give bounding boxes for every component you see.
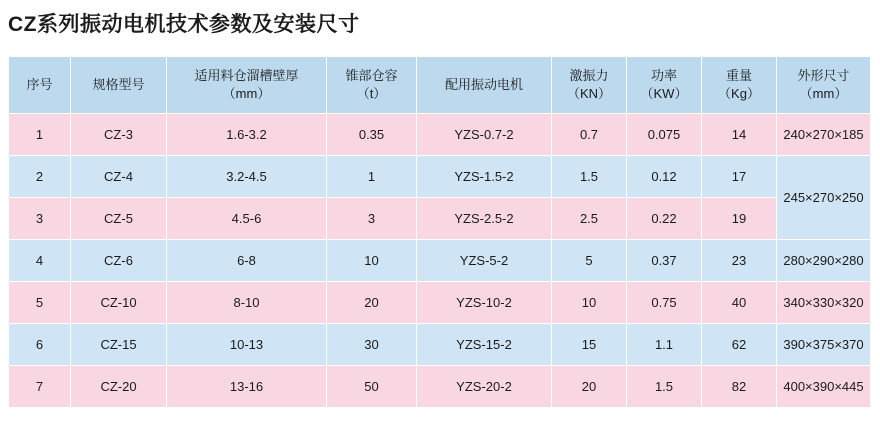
cell-model: CZ-5 (71, 198, 167, 240)
cell-cone-capacity: 20 (327, 282, 417, 324)
cell-model: CZ-4 (71, 156, 167, 198)
cell-power: 0.075 (627, 114, 702, 156)
cell-motor: YZS-20-2 (417, 366, 552, 408)
cell-motor: YZS-5-2 (417, 240, 552, 282)
cell-dimensions-merged: 245×270×250 (777, 156, 871, 240)
table-header (9, 57, 871, 114)
header-line-1: 功率 (650, 68, 677, 84)
cell-model: CZ-15 (71, 324, 167, 366)
header-line-1: 适用料仓溜槽壁厚 (194, 68, 299, 84)
table-row (9, 156, 871, 198)
header-line-1: 规格型号 (92, 77, 145, 93)
column-header-wall-thickness (167, 57, 327, 114)
cell-wall-thickness: 3.2-4.5 (167, 156, 327, 198)
cell-exciting-force: 15 (552, 324, 627, 366)
cell-no: 4 (9, 240, 71, 282)
cell-power: 0.22 (627, 198, 702, 240)
cell-power: 1.1 (627, 324, 702, 366)
cell-wall-thickness: 6-8 (167, 240, 327, 282)
header-line-2: （Kg） (718, 86, 760, 101)
cell-weight: 82 (702, 366, 777, 408)
cell-no: 3 (9, 198, 71, 240)
cell-weight: 40 (702, 282, 777, 324)
cell-power: 0.75 (627, 282, 702, 324)
cell-cone-capacity: 50 (327, 366, 417, 408)
cell-power: 0.12 (627, 156, 702, 198)
table-row (9, 282, 871, 324)
cell-cone-capacity: 10 (327, 240, 417, 282)
cell-weight: 23 (702, 240, 777, 282)
cell-exciting-force: 20 (552, 366, 627, 408)
spec-table-container (8, 56, 870, 408)
header-line-1: 重量 (725, 68, 752, 84)
cell-weight: 62 (702, 324, 777, 366)
cell-cone-capacity: 30 (327, 324, 417, 366)
cell-model: CZ-20 (71, 366, 167, 408)
cell-motor: YZS-2.5-2 (417, 198, 552, 240)
header-line-2: （mm） (799, 86, 848, 101)
cell-motor: YZS-1.5-2 (417, 156, 552, 198)
cell-dimensions: 340×330×320 (777, 282, 871, 324)
column-header-no (9, 57, 71, 114)
cell-no: 2 (9, 156, 71, 198)
header-line-2: （t） (356, 86, 387, 101)
header-line-2: （mm） (222, 86, 271, 101)
cell-model: CZ-6 (71, 240, 167, 282)
header-row (9, 57, 871, 114)
table-row (9, 198, 871, 240)
cell-wall-thickness: 10-13 (167, 324, 327, 366)
cell-exciting-force: 1.5 (552, 156, 627, 198)
column-header-model (71, 57, 167, 114)
header-line-1: 配用振动电机 (444, 77, 523, 93)
cell-wall-thickness: 13-16 (167, 366, 327, 408)
cell-wall-thickness: 8-10 (167, 282, 327, 324)
column-header-exciting-force (552, 57, 627, 114)
table-row (9, 240, 871, 282)
header-line-1: 序号 (26, 77, 53, 93)
table-row (9, 366, 871, 408)
table-row (9, 324, 871, 366)
cell-cone-capacity: 1 (327, 156, 417, 198)
cell-weight: 14 (702, 114, 777, 156)
cell-exciting-force: 2.5 (552, 198, 627, 240)
cell-no: 7 (9, 366, 71, 408)
header-line-2: （KW） (640, 86, 688, 101)
column-header-weight (702, 57, 777, 114)
cell-motor: YZS-0.7-2 (417, 114, 552, 156)
cell-weight: 17 (702, 156, 777, 198)
header-line-1: 外形尺寸 (797, 68, 850, 84)
cell-weight: 19 (702, 198, 777, 240)
cell-dimensions: 280×290×280 (777, 240, 871, 282)
cell-model: CZ-10 (71, 282, 167, 324)
cell-no: 5 (9, 282, 71, 324)
cell-power: 1.5 (627, 366, 702, 408)
header-line-1: 锥部仓容 (345, 68, 398, 84)
column-header-power (627, 57, 702, 114)
header-line-2: （KN） (566, 86, 612, 101)
column-header-dimensions (777, 57, 871, 114)
cell-no: 6 (9, 324, 71, 366)
spec-table (8, 56, 871, 408)
cell-cone-capacity: 0.35 (327, 114, 417, 156)
column-header-cone-capacity (327, 57, 417, 114)
cell-model: CZ-3 (71, 114, 167, 156)
cell-exciting-force: 5 (552, 240, 627, 282)
cell-power: 0.37 (627, 240, 702, 282)
cell-dimensions: 400×390×445 (777, 366, 871, 408)
page-title: CZ系列振动电机技术参数及安装尺寸 (8, 13, 360, 36)
cell-motor: YZS-10-2 (417, 282, 552, 324)
cell-cone-capacity: 3 (327, 198, 417, 240)
cell-exciting-force: 0.7 (552, 114, 627, 156)
cell-no: 1 (9, 114, 71, 156)
cell-dimensions: 240×270×185 (777, 114, 871, 156)
cell-wall-thickness: 1.6-3.2 (167, 114, 327, 156)
header-line-1: 激振力 (569, 68, 609, 84)
table-row (9, 114, 871, 156)
cell-exciting-force: 10 (552, 282, 627, 324)
cell-motor: YZS-15-2 (417, 324, 552, 366)
table-body (9, 114, 871, 408)
column-header-motor (417, 57, 552, 114)
cell-dimensions: 390×375×370 (777, 324, 871, 366)
cell-wall-thickness: 4.5-6 (167, 198, 327, 240)
